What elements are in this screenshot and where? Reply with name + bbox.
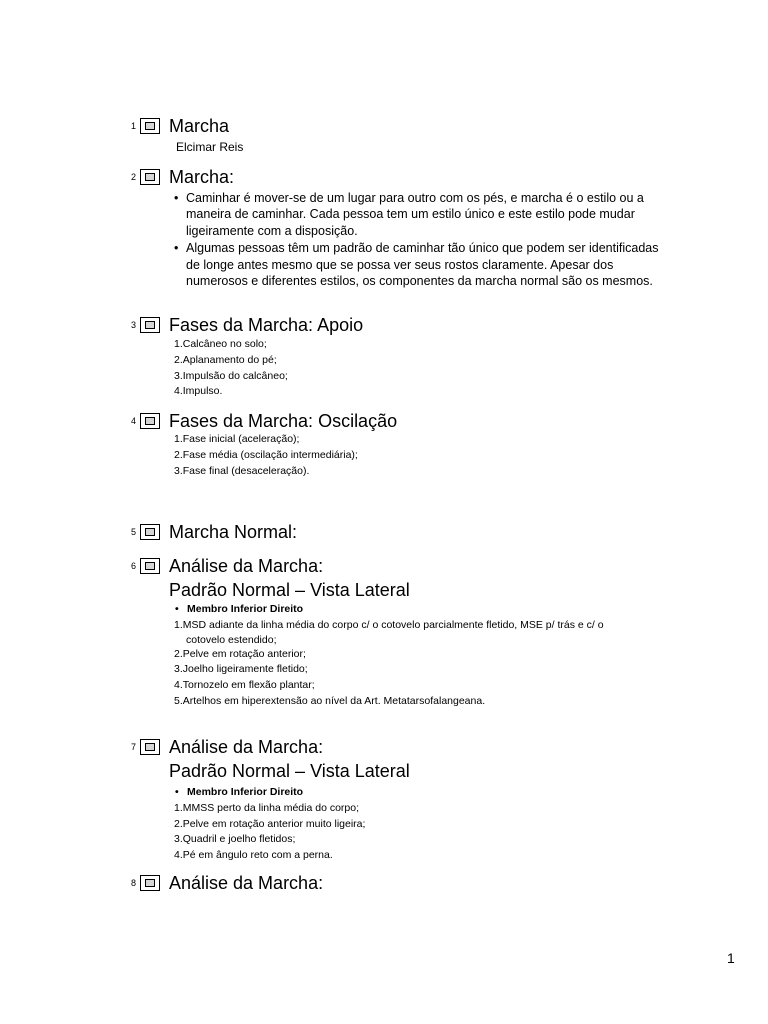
slide-title-line-2: Padrão Normal – Vista Lateral — [169, 761, 410, 781]
list-item: 2.Fase média (oscilação intermediária); — [174, 448, 358, 461]
slide-thumbnail-icon — [140, 118, 160, 134]
numbered-list — [174, 785, 674, 864]
list-item: 4.Tornozelo em flexão plantar; — [174, 679, 315, 692]
slide-number: 2 — [130, 172, 136, 182]
list-item-line-1: 1.MSD adiante da linha média do corpo c/ o cotovelo parcialmente fletido, MSE p/ trás e c/ o — [174, 618, 604, 631]
list-item: 3.Quadril e joelho fletidos; — [174, 833, 296, 846]
slide-number: 5 — [130, 527, 136, 537]
slide-thumbnail-icon — [140, 875, 160, 891]
slide-title: Marcha Normal: — [169, 522, 298, 542]
list-item: 2.Aplanamento do pé; — [174, 353, 277, 366]
list-heading: • Membro Inferior Direito — [174, 602, 674, 618]
list-item: 3.Impulsão do calcâneo; — [174, 369, 288, 382]
slide-number: 3 — [130, 320, 136, 330]
bullet-item: • Caminhar é mover-se de um lugar para outro com os pés, e marcha é o estilo ou a maneira de caminhar. Cada pessoa tem um estilo único e este estilo pode mudar ligeiramente com a disposição. — [174, 190, 674, 239]
slide-number: 4 — [130, 416, 136, 426]
bullet-list — [174, 190, 674, 290]
list-item: 2.Pelve em rotação anterior muito ligeira; — [174, 817, 366, 830]
list-item: 1.MMSS perto da linha média do corpo; — [174, 801, 360, 814]
numbered-list — [174, 602, 674, 710]
slide-thumbnail-icon — [140, 558, 160, 574]
slide-number: 1 — [130, 121, 136, 131]
list-item: 5.Artelhos em hiperextensão ao nível da Art. Metatarsofalangeana. — [174, 694, 486, 707]
slide-title-line-1: Análise da Marcha: — [169, 737, 324, 757]
slide-title: Marcha: — [169, 167, 235, 187]
list-item: 4.Impulso. — [174, 385, 223, 398]
list-item-line-2: cotovelo estendido; — [186, 633, 277, 646]
list-item — [174, 618, 674, 647]
numbered-list — [174, 337, 674, 400]
slide-thumbnail-icon — [140, 413, 160, 429]
slide-title: Fases da Marcha: Apoio — [169, 315, 364, 335]
slide-title-line-2: Padrão Normal – Vista Lateral — [169, 580, 410, 600]
slide-subtitle: Elcimar Reis — [176, 140, 244, 154]
slide-number: 6 — [130, 561, 136, 571]
list-item: 4.Pé em ângulo reto com a perna. — [174, 849, 333, 862]
slide-number: 7 — [130, 742, 136, 752]
slide-thumbnail-icon — [140, 317, 160, 333]
list-item: 3.Fase final (desaceleração). — [174, 464, 310, 477]
list-item: 2.Pelve em rotação anterior; — [174, 647, 306, 660]
list-item: 1.Calcâneo no solo; — [174, 338, 267, 350]
slide-title: Análise da Marcha: — [169, 873, 324, 893]
slide-number: 8 — [130, 878, 136, 888]
slide-thumbnail-icon — [140, 739, 160, 755]
list-item: 3.Joelho ligeiramente fletido; — [174, 663, 308, 676]
list-item: 1.Fase inicial (aceleração); — [174, 433, 300, 445]
slide-thumbnail-icon — [140, 169, 160, 185]
page-number: 1 — [727, 950, 735, 966]
bullet-item: • Algumas pessoas têm um padrão de caminhar tão único que podem ser identificadas de longe antes mesmo que se possa ver seus rostos claramente. Apesar dos numerosos e diferentes estilos, os componentes da marcha normal são os mesmos. — [174, 240, 674, 289]
list-heading: • Membro Inferior Direito — [174, 785, 674, 801]
slide-title: Fases da Marcha: Oscilação — [169, 411, 398, 431]
numbered-list — [174, 432, 674, 479]
slide-title: Marcha — [169, 116, 230, 136]
slide-title-line-1: Análise da Marcha: — [169, 556, 324, 576]
slide-thumbnail-icon — [140, 524, 160, 540]
